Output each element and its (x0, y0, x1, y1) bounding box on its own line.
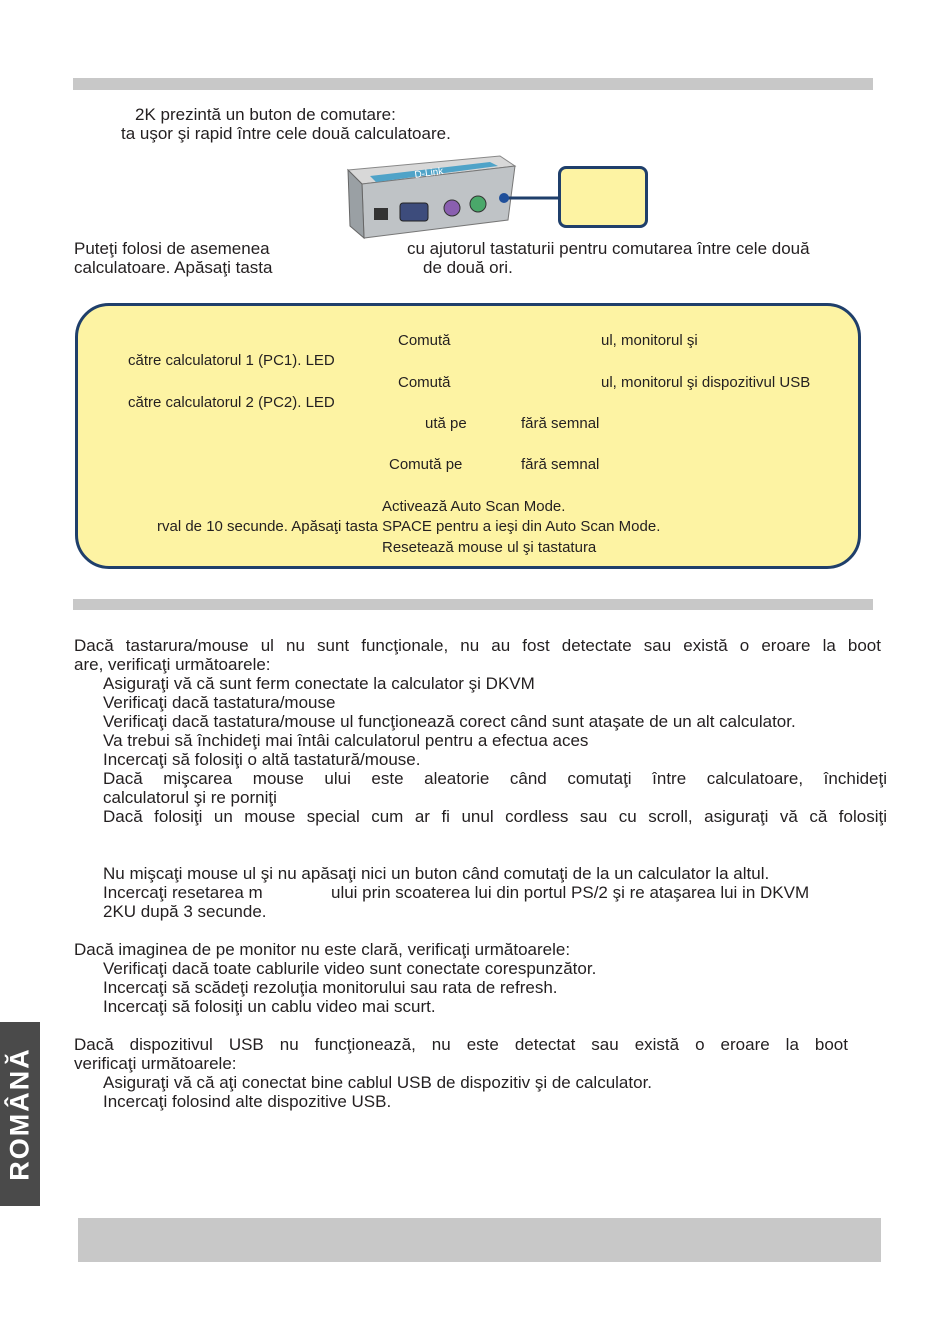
hotkey-line-2b: de două ori. (423, 258, 513, 277)
callout-row2-action: Comută (398, 374, 451, 391)
list-item: Asiguraţi vă că aţi conectat bine cablul USB de dispozitiv şi de calculator. (103, 1073, 653, 1092)
hotkey-line-2a: calculatoare. Apăsaţi tasta (74, 258, 273, 277)
callout-row3-detail: fără semnal (521, 415, 600, 432)
troubleshoot-para2: Dacă imaginea de pe monitor nu este clară, verificaţi următoarele: (74, 940, 571, 959)
footer-bar (78, 1218, 881, 1262)
troubleshoot-para3-line1: Dacă dispozitivul USB nu funcţionează, nu este detectat sau există o eroare la boot (74, 1035, 848, 1054)
list-item: Verificaţi dacă toate cablurile video sunt conectate corespunzător. (103, 959, 597, 978)
list-item: Incercaţi să folosiţi o altă tastatură/mouse. (103, 750, 421, 769)
callout-row1-action: Comută (398, 332, 451, 349)
intro-line-2: ta uşor şi rapid între cele două calculatoare. (121, 124, 451, 143)
hotkey-line-1b: cu ajutorul tastaturii pentru comutarea între cele două (407, 239, 810, 258)
list-item: Dacă folosiţi un mouse special cum ar fi unul cordless sau cu scroll, asiguraţi vă că folosiţi (103, 807, 887, 826)
list-item: Dacă mişcarea mouse ului este aleatorie când comutaţi între calculatoare, închideţi (103, 769, 887, 788)
troubleshoot-para3-line2: verificaţi următoarele: (74, 1054, 237, 1073)
list-item: Verificaţi dacă tastatura/mouse (103, 693, 336, 712)
button-callout-box (558, 166, 648, 228)
callout-row3-action: ută pe (425, 415, 467, 432)
list-item-cont: 2KU după 3 secunde. (103, 902, 267, 921)
list-item-cont: calculatorul şi re porniţi (103, 788, 277, 807)
callout-row1-detail: ul, monitorul şi (601, 332, 698, 349)
callout-row1-line2: către calculatorul 1 (PC1). LED (128, 352, 335, 369)
callout-row5-action: Activează Auto Scan Mode. (382, 498, 566, 515)
language-side-tab (0, 1022, 40, 1206)
hotkey-line-1a: Puteţi folosi de asemenea (74, 239, 270, 258)
callout-row5-detail: rval de 10 secunde. Apăsaţi tasta SPACE pentru a ieşi din Auto Scan Mode. (157, 518, 661, 535)
callout-row6-action: Resetează mouse ul şi tastatura (382, 539, 597, 556)
troubleshoot-para1-line2: are, verificaţi următoarele: (74, 655, 271, 674)
list-item: Incercaţi folosind alte dispozitive USB. (103, 1092, 392, 1111)
list-item: Asiguraţi vă că sunt ferm conectate la calculator şi DKVM (103, 674, 535, 693)
callout-row2-detail: ul, monitorul şi dispozitivul USB (601, 374, 811, 391)
device-brand-label: D-Link (413, 166, 445, 181)
callout-row2-line2: către calculatorul 2 (PC2). LED (128, 394, 335, 411)
list-item: Nu mişcaţi mouse ul şi nu apăsaţi nici un buton când comutaţi de la un calculator la altul. (103, 864, 770, 883)
list-item: Incercaţi să scădeţi rezoluţia monitorului sau rata de refresh. (103, 978, 558, 997)
kvm-device-image (340, 148, 570, 243)
callout-row4-action: Comută pe (389, 456, 463, 473)
list-item: Incercaţi să folosiţi un cablu video mai scurt. (103, 997, 436, 1016)
intro-line-1: 2K prezintă un buton de comutare: (135, 105, 396, 124)
section-header-bar-troubleshooting (73, 599, 873, 610)
section-header-bar-top (73, 78, 873, 90)
troubleshoot-para1-line1: Dacă tastarura/mouse ul nu sunt funcţionale, nu au fost detectate sau există o eroare la boot (74, 636, 881, 655)
list-item-cont: ului prin scoaterea lui din portul PS/2 şi re ataşarea lui in DKVM (331, 883, 810, 902)
language-side-tab-label: ROMÂNĂ (4, 1047, 35, 1181)
list-item: Incercaţi resetarea m (103, 883, 263, 902)
list-item: Verificaţi dacă tastatura/mouse ul funcţionează corect când sunt ataşate de un alt calculator. (103, 712, 796, 731)
callout-row4-detail: fără semnal (521, 456, 600, 473)
list-item: Va trebui să închideţi mai întâi calculatorul pentru a efectua aces (103, 731, 589, 750)
